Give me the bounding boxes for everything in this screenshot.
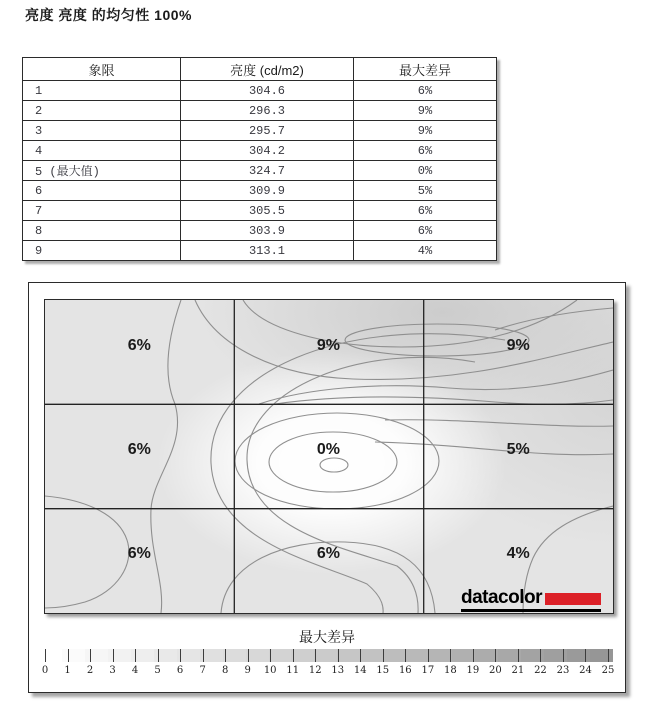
scale-title: 最大差异	[299, 629, 355, 645]
contour-cell-label: 9%	[316, 337, 340, 354]
table-cell-max_diff: 0%	[354, 161, 497, 181]
scale-tick-mark	[180, 649, 181, 662]
scale-tick-label: 20	[489, 665, 502, 676]
scale-tick-label: 13	[331, 665, 345, 676]
contour-plot	[44, 299, 614, 614]
scale-tick-mark	[135, 649, 136, 662]
table-cell-max_diff: 6%	[354, 221, 497, 241]
datacolor-logo-red-block	[545, 593, 601, 605]
table-cell-luminance: 309.9	[181, 181, 354, 201]
table-cell-quadrant: 2	[23, 101, 181, 121]
table-cell-max_diff: 6%	[354, 201, 497, 221]
table-cell-luminance: 304.6	[181, 81, 354, 101]
scale-tick-label: 0	[41, 665, 49, 676]
scale-tick-mark	[225, 649, 226, 662]
table-cell-luminance: 303.9	[181, 221, 354, 241]
table-cell-luminance: 324.7	[181, 161, 354, 181]
scale-tick-mark	[338, 649, 339, 662]
scale-tick-label: 2	[86, 665, 94, 676]
scale-tick-label: 22	[534, 665, 547, 676]
table-cell-quadrant: 8	[23, 221, 181, 241]
scale-tick-label: 17	[421, 665, 435, 676]
scale-tick-mark	[608, 649, 609, 662]
table-cell-max_diff: 6%	[354, 141, 497, 161]
scale-tick-mark	[90, 649, 91, 662]
table-cell-max_diff: 5%	[354, 181, 497, 201]
scale-tick-label: 7	[199, 665, 206, 676]
table-cell-luminance: 313.1	[181, 241, 354, 261]
scale-tick-mark	[405, 649, 406, 662]
scale-tick-label: 21	[511, 665, 525, 676]
uniformity-map-box	[28, 282, 626, 693]
scale-bar	[39, 649, 615, 676]
datacolor-logo	[461, 588, 601, 612]
table-cell-quadrant: 9	[23, 241, 181, 261]
column-header-luminance: 亮度 (cd/m2)	[181, 58, 354, 81]
uniformity-table-body	[23, 81, 497, 261]
scale-tick-mark	[495, 649, 496, 662]
scale-tick-mark	[315, 649, 316, 662]
table-cell-luminance: 295.7	[181, 121, 354, 141]
scale-tick-label: 24	[579, 665, 592, 676]
table-cell-max_diff: 9%	[354, 121, 497, 141]
scale-ticks	[41, 649, 615, 676]
uniformity-table	[22, 57, 497, 261]
table-row	[23, 241, 497, 261]
scale-tick-mark	[158, 649, 159, 662]
scale-tick-label: 14	[353, 665, 367, 676]
table-cell-luminance: 296.3	[181, 101, 354, 121]
table-row	[23, 201, 497, 221]
scale-tick-label: 9	[244, 665, 251, 676]
scale-tick-label: 3	[109, 665, 116, 676]
table-cell-quadrant: 6	[23, 181, 181, 201]
scale-tick-label: 19	[466, 665, 480, 676]
scale-tick-label: 25	[601, 665, 615, 676]
datacolor-logo-text: datacolor	[460, 587, 542, 608]
scale-tick-label: 4	[131, 665, 139, 676]
table-row	[23, 161, 497, 181]
page-title: 亮度 亮度 的均匀性 100%	[25, 7, 192, 23]
scale-tick-label: 11	[286, 665, 300, 676]
scale-tick-mark	[270, 649, 271, 662]
scale-tick-mark	[45, 649, 46, 662]
scale-tick-mark	[203, 649, 204, 662]
contour-cell-label: 6%	[127, 440, 151, 458]
table-cell-max_diff: 9%	[354, 101, 497, 121]
scale-tick-label: 16	[398, 665, 412, 676]
table-cell-luminance: 304.2	[181, 141, 354, 161]
scale-tick-label: 5	[154, 665, 161, 676]
table-row	[23, 181, 497, 201]
scale-tick-mark	[383, 649, 384, 662]
scale-tick-mark	[293, 649, 294, 662]
scale-tick-label: 18	[443, 665, 457, 676]
scale-tick-label: 23	[556, 665, 570, 676]
scale-tick-mark	[360, 649, 361, 662]
contour-cell-label: 6%	[316, 545, 340, 563]
scale-tick-mark	[428, 649, 429, 662]
table-row	[23, 81, 497, 101]
scale-tick-mark	[68, 649, 69, 662]
scale-tick-mark	[518, 649, 519, 662]
scale-tick-mark	[248, 649, 249, 662]
scale-tick-label: 10	[263, 665, 277, 676]
table-cell-quadrant: 7	[23, 201, 181, 221]
table-cell-quadrant: 4	[23, 141, 181, 161]
table-header-row	[23, 58, 497, 81]
contour-cell-label: 4%	[506, 545, 530, 563]
scale-tick-mark	[113, 649, 114, 662]
column-header-quadrant: 象限	[23, 58, 181, 81]
table-row	[23, 141, 497, 161]
table-cell-luminance: 305.5	[181, 201, 354, 221]
table-row	[23, 121, 497, 141]
table-cell-max_diff: 6%	[354, 81, 497, 101]
contour-cell-label: 6%	[127, 337, 151, 354]
table-cell-quadrant: 3	[23, 121, 181, 141]
table-row	[23, 101, 497, 121]
contour-cell-label: 6%	[127, 545, 151, 563]
scale-tick-label: 1	[64, 665, 71, 676]
scale-tick-label: 6	[176, 665, 184, 676]
contour-cell-label: 0%	[316, 440, 340, 458]
scale-tick-label: 12	[308, 665, 322, 676]
table-cell-quadrant: 5 (最大值)	[23, 161, 181, 181]
contour-cell-label: 5%	[506, 440, 530, 458]
table-cell-max_diff: 4%	[354, 241, 497, 261]
contour-cell-label: 9%	[506, 337, 530, 354]
scale-tick-mark	[473, 649, 474, 662]
table-cell-quadrant: 1	[23, 81, 181, 101]
scale-tick-mark	[585, 649, 586, 662]
scale-tick-label: 8	[221, 665, 229, 676]
column-header-maxdiff: 最大差异	[354, 58, 497, 81]
scale-tick-mark	[540, 649, 541, 662]
table-row	[23, 221, 497, 241]
scale-tick-mark	[563, 649, 564, 662]
scale-tick-mark	[450, 649, 451, 662]
scale-tick-label: 15	[376, 665, 390, 676]
